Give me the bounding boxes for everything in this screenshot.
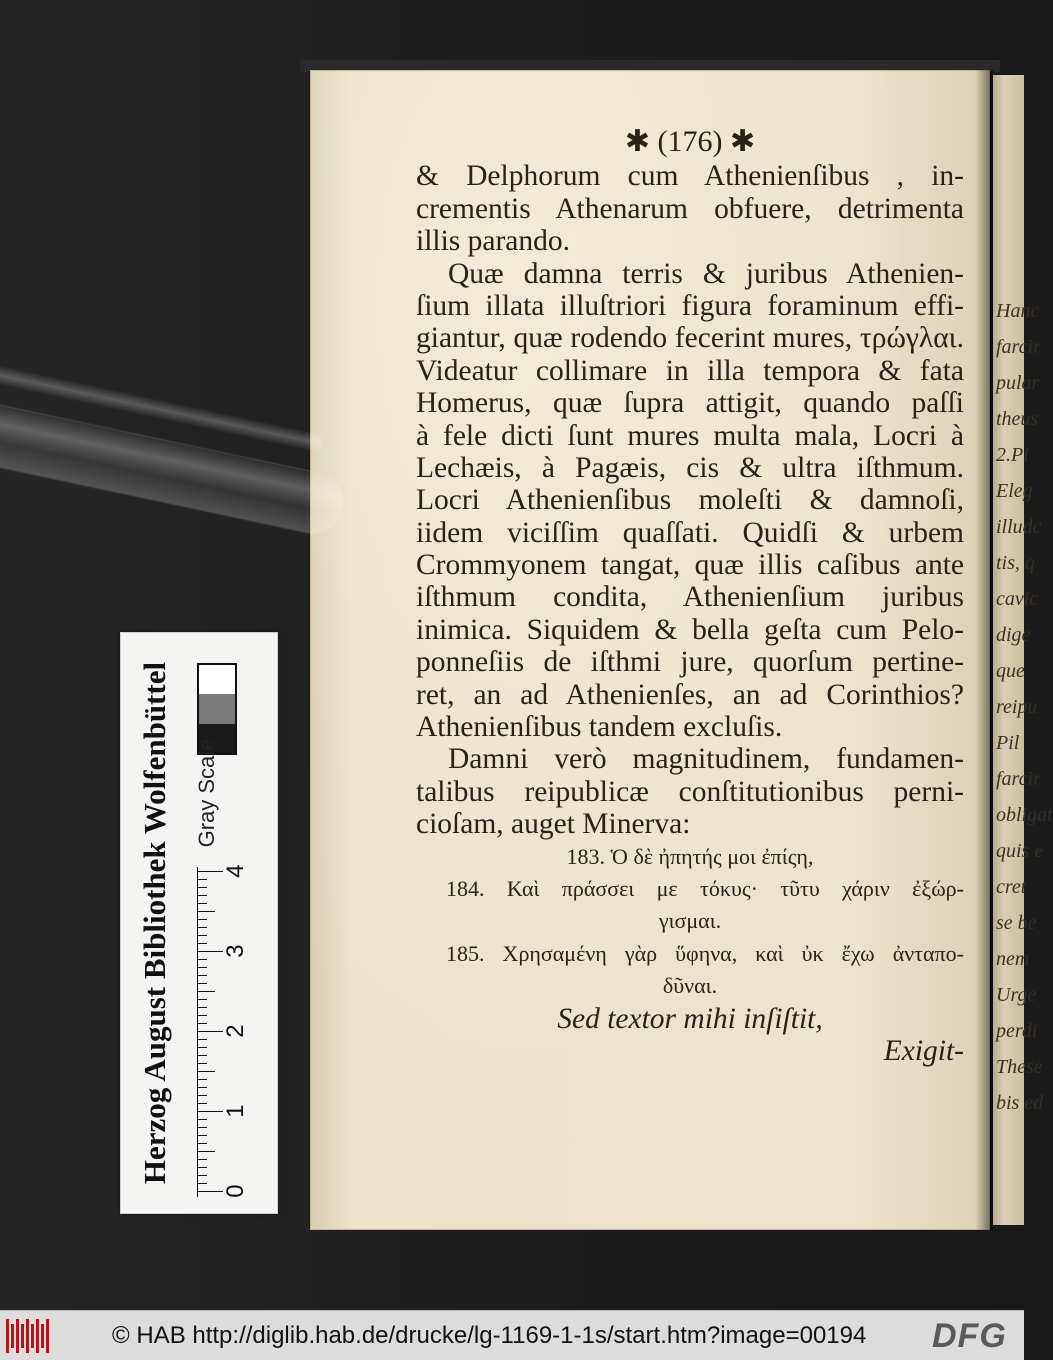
ruler-tick (197, 1095, 207, 1096)
next-page-fragment: Eleg (996, 480, 1033, 502)
text-line: à fele dicti ſunt mures multa mala, Locri à (416, 419, 964, 452)
ruler-tick (197, 983, 207, 984)
greek-verse-183: 183. Ὁ δὲ ἠπητής μοι ἐπίςη, (566, 843, 814, 869)
text-line: iſthmum condita, Athenienſium juribus (416, 581, 964, 614)
text-line: Damni verò magnitudinem, fundamen- (448, 743, 964, 776)
text-line: Quæ damna terris & juribus Athenien- (448, 257, 964, 290)
ruler-tick (197, 1031, 223, 1032)
ruler-tick (197, 1087, 207, 1088)
next-page-fragment: cavic (996, 588, 1039, 610)
page-text (416, 126, 964, 1067)
text-line: ponneſiis de iſthmi jure, quorſum pertine- (416, 646, 964, 679)
next-page-fragment: perdi (996, 1020, 1038, 1042)
ruler-tick (197, 1039, 207, 1040)
ruler-tick (197, 871, 223, 872)
next-page-fragment: Urge (996, 984, 1037, 1006)
next-page-fragment: Hanc (996, 300, 1040, 322)
text-line: Locri Athenienſibus moleſti & damnoſi, (416, 484, 964, 517)
gutter-shadow (975, 70, 993, 1230)
hab-logo-icon (6, 1319, 50, 1353)
next-page-fragment: theus (996, 408, 1039, 430)
text-line: Homerus, quæ ſupra attigit, quando paſſi (416, 387, 964, 420)
text-line: talibus reipublicæ conſtitutionibus perni- (416, 775, 964, 808)
gray-swatch (199, 694, 235, 723)
next-page-fragment: Pil (996, 732, 1020, 754)
ruler-tick (197, 895, 207, 896)
ruler-tick (197, 1047, 207, 1048)
next-page-fragment: reipu (996, 696, 1038, 718)
ruler-tick (197, 1007, 207, 1008)
next-page-fragment: dige (996, 624, 1031, 646)
greek-verse-185-cont: δῦναι. (662, 973, 718, 999)
ruler-tick (197, 991, 215, 992)
ruler-tick (197, 1055, 207, 1056)
next-page-sliver (993, 75, 1053, 1225)
next-page-fragment: tis, q (996, 552, 1035, 574)
ruler-number: 1 (222, 1104, 249, 1118)
ruler-number: 2 (222, 1024, 249, 1038)
ruler-tick (197, 903, 207, 904)
gray-swatch (199, 665, 235, 694)
ruler-tick (197, 1127, 207, 1128)
text-line: Videatur collimare in illa tempora & fata (416, 354, 964, 387)
ruler-tick (197, 1191, 223, 1192)
ruler-tick (197, 935, 207, 936)
ruler-tick (197, 1071, 215, 1072)
ruler-tick (197, 879, 207, 880)
ruler-tick (197, 927, 207, 928)
next-page-fragment: quis e (996, 840, 1044, 862)
next-page-fragment: bis ed (996, 1092, 1044, 1114)
library-name: Herzog August Bibliothek Wolfenbüttel (137, 661, 172, 1185)
ruler-tick (197, 967, 207, 968)
ruler-tick (197, 943, 207, 944)
footer-bar (0, 1310, 1024, 1360)
ruler-number: 4 (222, 864, 249, 878)
ruler-tick (197, 1159, 207, 1160)
greek-verse-184-cont: γισμαι. (658, 908, 722, 934)
greek-verse-185: 185. Χρησαμένη γὰρ ὕφηνα, καὶ ὐκ ἔχω ἀνταπο- (446, 940, 964, 966)
ruler-baseline (197, 867, 198, 1197)
ruler-tick (197, 1183, 207, 1184)
dfg-logo: DFG (932, 1317, 1007, 1355)
text-line: ret, an ad Athenienſes, an ad Corinthios? (416, 678, 964, 711)
next-page-fragment: se be (996, 912, 1037, 934)
text-line: Athenienſibus tandem excluſis. (416, 711, 783, 744)
ruler-tick (197, 1151, 215, 1152)
next-page-fragment: pular (996, 372, 1040, 394)
greek-verse-184: 184. Καὶ πράσσει με τόκυς· τῦτυ χάριν ἐξώρ- (446, 875, 964, 901)
next-page-fragment: farcir (996, 336, 1041, 358)
text-line: inimica. Siquidem & bella geſta cum Pelo- (416, 613, 964, 646)
copyright-url[interactable]: © HAB http://diglib.hab.de/drucke/lg-1169-1-1s/start.htm?image=00194 (112, 1322, 867, 1349)
ruler-tick (197, 1175, 207, 1176)
text-line: Crommyonem tangat, quæ illis caſibus ante (416, 549, 964, 582)
ruler-tick (197, 887, 207, 888)
ruler-tick (197, 1063, 207, 1064)
text-line: crementis Athenarum obfuere, detrimenta (416, 192, 964, 225)
ruler-tick (197, 1167, 207, 1168)
ruler-tick (197, 919, 207, 920)
ruler-tick (197, 1015, 207, 1016)
text-line: & Delphorum cum Athenienſibus , in- (416, 160, 964, 193)
next-page-fragment: que (996, 660, 1025, 682)
text-line: cioſam, auget Minerva: (416, 808, 691, 841)
ruler-tick (197, 959, 207, 960)
color-calibration-card (120, 632, 278, 1214)
next-page-fragment: nem (996, 948, 1030, 970)
next-page-fragment: illudc (996, 516, 1042, 538)
ruler-tick (197, 1135, 207, 1136)
text-line: illis parando. (416, 225, 571, 258)
ruler-scale (197, 864, 249, 1198)
catchword: Exigit- (883, 1034, 964, 1067)
gray-scale-label: Gray Scale (194, 738, 219, 848)
ruler-tick (197, 1119, 207, 1120)
next-page-fragment: These (996, 1056, 1043, 1078)
text-line: Lechæis, à Pagæis, cis & ultra iſthmum. (416, 451, 964, 484)
ruler-tick (197, 1111, 223, 1112)
ruler-tick (197, 951, 223, 952)
next-page-fragment: 2.Pi (996, 444, 1029, 466)
ruler-tick (197, 1143, 207, 1144)
page-number-header: ✱ (176) ✱ (624, 125, 756, 158)
latin-verse: Sed textor mihi inſiſtit, (557, 1002, 823, 1035)
text-line: iidem viciſſim quaſſati. Quidſi & urbem (416, 516, 964, 549)
ruler-tick (197, 1079, 207, 1080)
ruler-number: 3 (222, 944, 249, 958)
ruler-tick (197, 911, 215, 912)
ruler-number: 0 (222, 1184, 249, 1198)
ruler-tick (197, 1023, 207, 1024)
text-line: ſium illata illuſtriori figura foraminum effi- (416, 289, 964, 322)
ruler-tick (197, 999, 207, 1000)
text-line: giantur, quæ rodendo fecerint mures, τρώγλαι. (416, 322, 964, 355)
ruler-tick (197, 975, 207, 976)
next-page-fragment: cret (996, 876, 1027, 898)
next-page-fragment: obligat (996, 804, 1053, 826)
ruler-tick (197, 1103, 207, 1104)
next-page-fragment: farcir (996, 768, 1041, 790)
